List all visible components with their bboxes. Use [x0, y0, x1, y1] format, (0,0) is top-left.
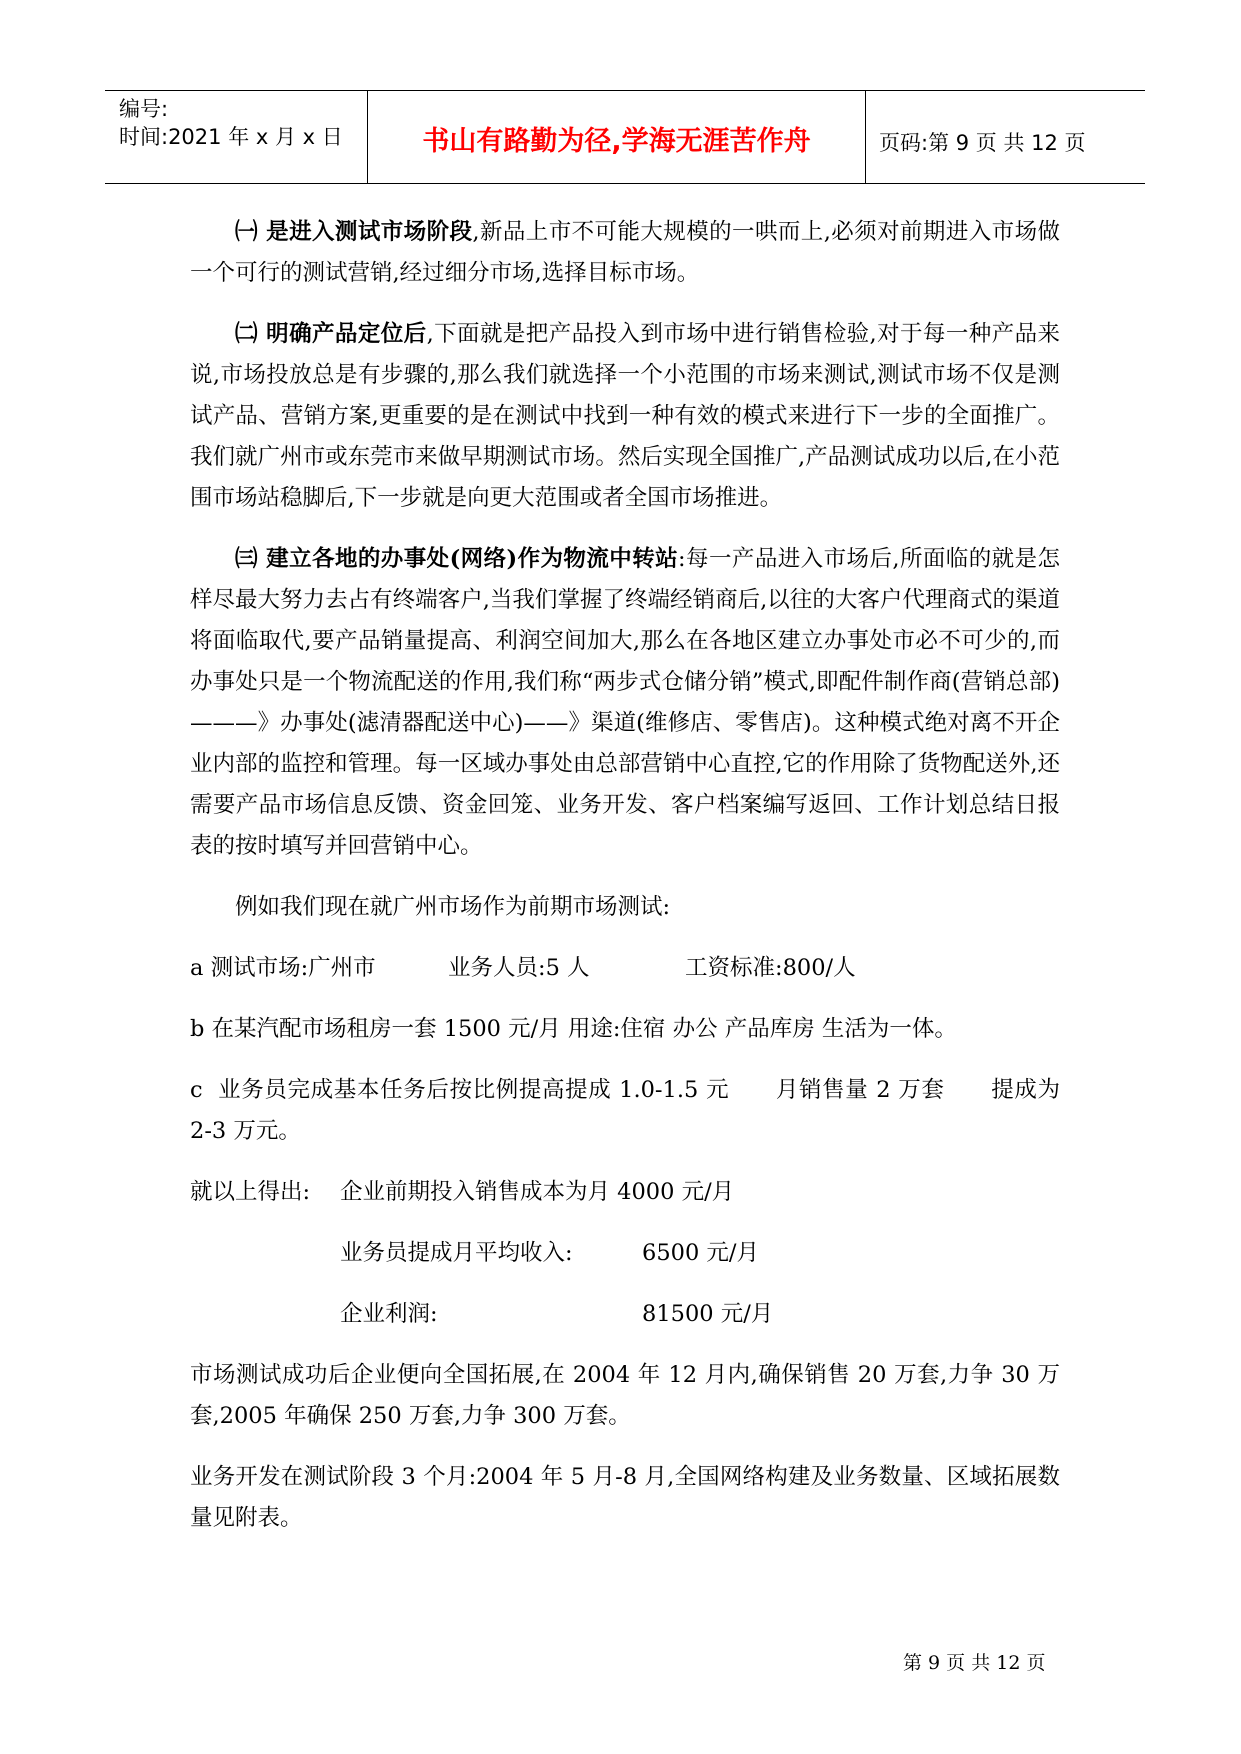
paragraph-heading: ㈠ 是进入测试市场阶段: [235, 219, 473, 245]
calc-income-label: 业务员提成月平均收入:: [340, 1240, 573, 1266]
header-middle-cell: [368, 91, 866, 183]
item-a: [190, 948, 1060, 989]
calc-row-1: [190, 1172, 1060, 1213]
paragraph-text: ,下面就是把产品投入到市场中进行销售检验,对于每一种产品来说,市场投放总是有步骤的,那么我们就选择一个小范围的市场来测试,测试市场不仅是测试产品、营销方案,更重要的是在测试中找到一种有效的模式来进行下一步的全面推广。我们就广州市或东莞市来做早期测试市场。然后实现全国推广,产品测试成功以后,在小范围市场站稳脚后,下一步就是向更大范围或者全国市场推进。: [190, 321, 1060, 511]
calc-row-3: [190, 1294, 1060, 1335]
paragraph-product-positioning: [190, 314, 1060, 519]
calc-profit-value: 81500 元/月: [642, 1301, 774, 1327]
header-motto: 书山有路勤为径,学海无涯苦作舟: [422, 126, 811, 157]
item-b: b 在某汽配市场租房一套 1500 元/月 用途:住宿 办公 产品库房 生活为一体。: [190, 1016, 957, 1042]
paragraph-test-market: [190, 212, 1060, 294]
item-a-market: a 测试市场:广州市: [190, 955, 376, 981]
paragraph-text: ,新品上市不可能大规模的一哄而上,必须对前期进入市场做一个可行的测试营销,经过细分市场,选择目标市场。: [190, 219, 1060, 286]
calc-income-value: 6500 元/月: [642, 1240, 759, 1266]
paragraph-heading: ㈡ 明确产品定位后: [235, 321, 427, 347]
paragraph-text: :每一产品进入市场后,所面临的就是怎样尽最大努力去占有终端客户,当我们掌握了终端经销商后,以往的大客户代理商式的渠道将面临取代,要产品销量提高、利润空间加大,那么在各地区建立办事处市必不可少的,而办事处只是一个物流配送的作用,我们称“两步式仓储分销”模式,即配件制作商(营销总部)———》办事处(滤清器配送中心)——》渠道(维修店、零售店)。这种模式绝对离不开企业内部的监控和管理。每一区域办事处由总部营销中心直控,它的作用除了货物配送外,还需要产品市场信息反馈、资金回笼、业务开发、客户档案编写返回、工作计划总结日报表的按时填写并回营销中心。: [190, 546, 1060, 859]
calc-cost: 企业前期投入销售成本为月 4000 元/月: [340, 1179, 735, 1205]
header-page-code: 页码:第 9 页 共 12 页: [879, 131, 1086, 155]
header-right-cell: [866, 91, 1145, 183]
header-left-cell: [105, 91, 368, 183]
calc-profit-label: 企业利润:: [340, 1301, 438, 1327]
example-intro: 例如我们现在就广州市场作为前期市场测试:: [235, 894, 671, 920]
item-c: c 业务员完成基本任务后按比例提高提成 1.0-1.5 元 月销售量 2 万套 提成为 2-3 万元。: [190, 1077, 1068, 1144]
page-footer: 第 9 页 共 12 页: [903, 1652, 1046, 1674]
page-header: [105, 90, 1145, 184]
paragraph-development: 业务开发在测试阶段 3 个月:2004 年 5 月-8 月,全国网络构建及业务数量、区域拓展数量见附表。: [190, 1464, 1060, 1531]
calc-row-2: [190, 1233, 1060, 1274]
item-a-staff: 业务人员:5 人: [448, 955, 590, 981]
document-body: [190, 212, 1068, 1559]
paragraph-expansion: 市场测试成功后企业便向全国拓展,在 2004 年 12 月内,确保销售 20 万套,力争 30 万套,2005 年确保 250 万套,力争 300 万套。: [190, 1362, 1060, 1429]
document-number-label: 编号:: [119, 97, 169, 121]
document-time-label: 时间:2021 年 x 月 x 日: [119, 125, 343, 149]
item-a-salary: 工资标准:800/人: [685, 955, 856, 981]
paragraph-heading: ㈢ 建立各地的办事处(网络)作为物流中转站: [235, 546, 679, 572]
calc-intro: 就以上得出:: [190, 1179, 311, 1205]
paragraph-offices: [190, 539, 1060, 867]
